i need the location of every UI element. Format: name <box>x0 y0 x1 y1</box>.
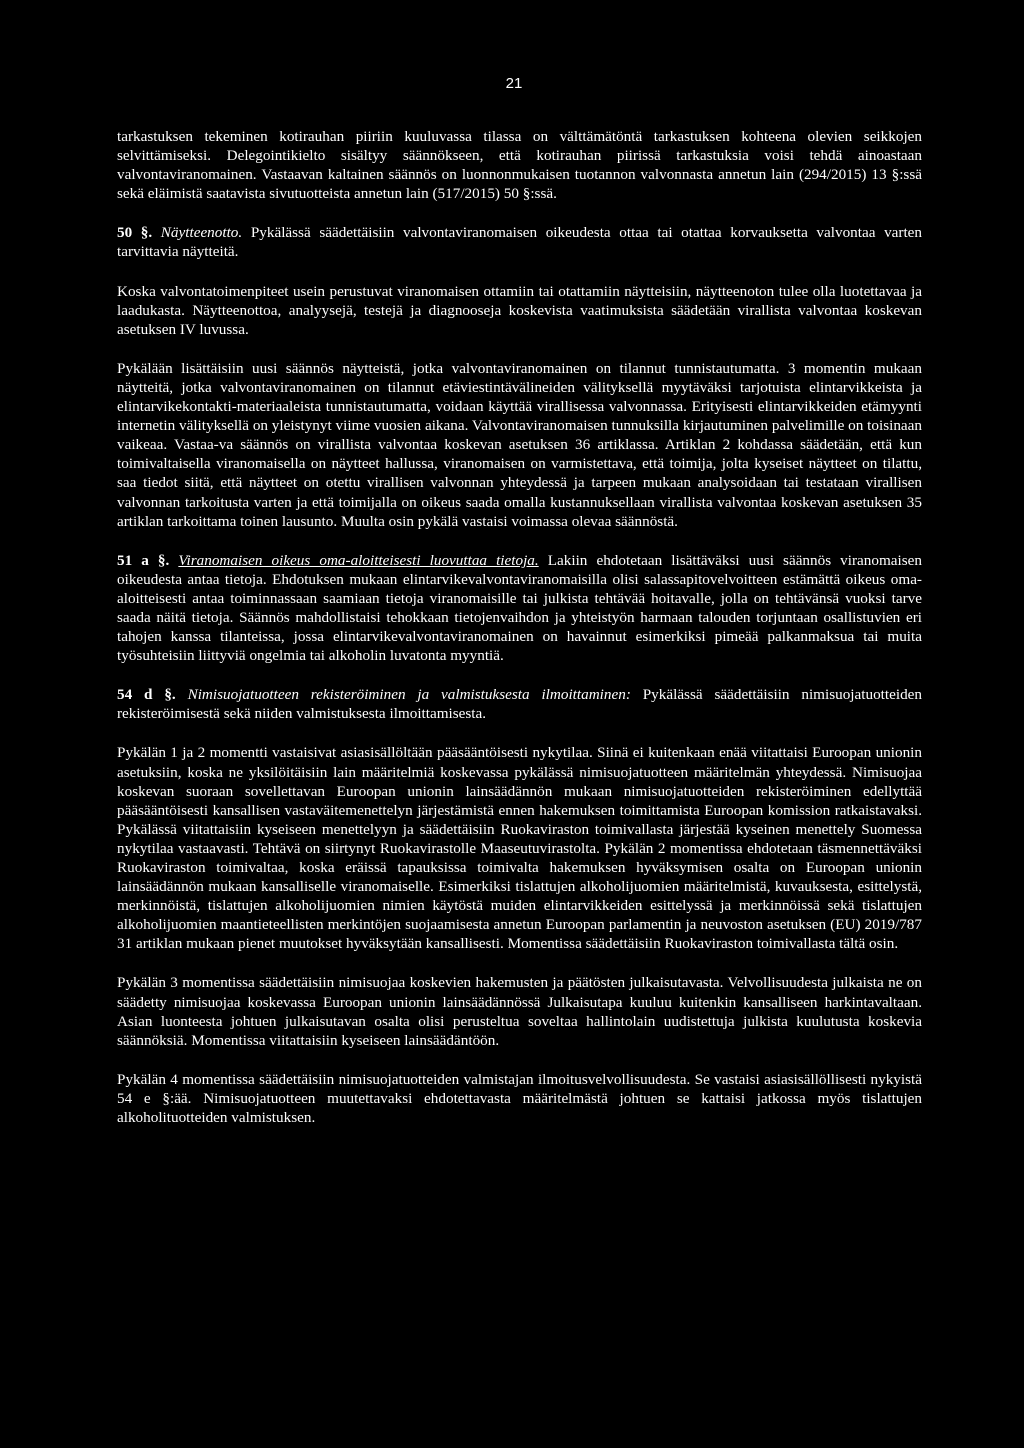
paragraph-text: Lakiin ehdotetaan lisättäväksi uusi säännös viranomaisen oikeudesta antaa tietoja. Ehdotuksen mukaan elintarvikevalvontaviranomaisilla olisi salassapitovelvoitteen estämättä oikeus oma-aloitteisesti antaa toiminnassaan saamiaan tietoja viranomaisille tai julkista tehtävää hoitavalle, jolla on tehtävänsä vuoksi tarve saada näitä tietoja. Säännös mahdollistaisi tehokkaan tietojenvaihdon ja yhteistyön harmaan talouden torjuntaan osallistuvien eri tahojen kanssa tilanteissa, jossa elintarvikevalvontaviranomainen on havainnut esimerkiksi pimeää palkanmaksua tai muita työsuhteisiin liittyviä ongelmia tai alkoholin luvatonta myyntiä. <box>117 551 923 665</box>
paragraph-text: Pykälään lisättäisiin uusi säännös näytteistä, jotka valvontaviranomainen on tilannut tunnistautumatta. 3 momentin mukaan näytteitä, jotka valvontaviranomainen on tilannut etäviestintävälineiden välityksellä myytäväksi tarjotuista elintarvikkeista ja elintarvikekontakti-materiaaleista tunnistautumatta, voidaan käyttää virallisessa valvonnassa. Erityisesti elintarvikkeiden etämyynti internetin välityksellä on yleistynyt viime vuosien aikana. Valvontaviranomaisen tunnuksilla kirjautuminen palvelimille on toisinaan vaikeaa. Vastaa-va säännös on virallista valvontaa koskevan asetuksen 36 artiklassa. Artiklan 2 kohdassa säädetään, että kun toimivaltaisella viranomaisella on näytteet hallussa, viranomaisen on varmistettava, että toimija, jolta kyseiset näytteet on tilattu, saa tiedot siitä, että näytteet on otettu virallisen valvonnan yhteydessä ja tarpeen mukaan analysoidaan tai testataan virallisen valvonnan tarkoitusta varten ja että toimijalla on oikeus saada omalla kustannuksellaan virallista valvontaa koskevan asetuksen 35 artiklan tarkoittama toinen lausunto. Muulta osin pykälä vastaisi voimassa olevaa säännöstä. <box>117 359 922 530</box>
document-body <box>117 127 922 1147</box>
section-50-paragraph <box>117 223 922 261</box>
paragraph <box>117 359 922 531</box>
section-title: Viranomaisen oikeus oma-aloitteisesti luovuttaa tietoja. <box>178 551 539 569</box>
section-title: Nimisuojatuotteen rekisteröiminen ja valmistuksesta ilmoittaminen: <box>187 686 631 704</box>
paragraph <box>117 973 922 1049</box>
section-title: Näytteenotto. <box>160 224 243 242</box>
paragraph-text: Koska valvontatoimenpiteet usein perustuvat viranomaisen ottamiin tai otattamiin näytteisiin, näytteenoton tulee olla luotettavaa ja laadukasta. Näytteenottoa, analyysejä, testejä ja diagnooseja koskevista vaatimuksista säädetään virallista valvontaa koskevan asetuksen IV luvussa. <box>117 282 922 338</box>
page-number: 21 <box>505 75 523 92</box>
section-51a-paragraph <box>117 551 922 666</box>
paragraph-text: Pykälän 4 momentissa säädettäisiin nimisuojatuotteiden valmistajan ilmoitusvelvollisuudesta. Se vastaisi asiasisällöllisesti nykyistä 54 e §:ää. Nimisuojatuotteen muutettavaksi ehdotettavasta määritelmästä johtuen se kattaisi jatkossa myös tislattujen alkoholituotteiden valmistuksen. <box>117 1070 922 1127</box>
section-number: 50 §. <box>117 224 153 242</box>
paragraph <box>117 282 922 339</box>
section-number: 54 d §. <box>117 686 176 704</box>
paragraph-text: Pykälän 3 momentissa säädettäisiin nimisuojaa koskevien hakemusten ja päätösten julkaisutavasta. Velvollisuudesta julkaista ne on säädetty nimisuojaa koskevassa Euroopan unionin lainsäädännössä Julkaisutapa kuuluu kuitenkin kansalliseen harkintavaltaan. Asian luonteesta johtuen julkaisutavan osalta olisi perusteltua soveltaa hallintolain uudistettuja julkista kuulutusta koskevia säännöksiä. Momentissa viitattaisiin kyseiseen lainsäädäntöön. <box>117 974 922 1049</box>
paragraph-text: Pykälässä säädettäisiin nimisuojatuotteiden rekisteröimisestä sekä niiden valmistuksesta ilmoittamisesta. <box>117 686 923 723</box>
paragraph-text: tarkastuksen tekeminen kotirauhan piiriin kuuluvassa tilassa on välttämätöntä tarkastuksen kohteena olevien seikkojen selvittämiseksi. Delegointikielto sisältyy säännökseen, että kotirauhan piirissä tarkastuksia voisi tehdä ainoastaan valvontaviranomainen. Vastaavan kaltainen säännös on luonnonmukaisen tuotannon valvonnasta annetun lain (294/2015) 13 §:ssä sekä eläimistä saatavista sivutuotteista annetun lain (517/2015) 50 §:ssä. <box>117 128 922 203</box>
paragraph-text: Pykälässä säädettäisiin valvontaviranomaisen oikeudesta ottaa tai otattaa korvauksetta valvontaa varten tarvittavia näytteitä. <box>117 224 923 261</box>
section-54d-paragraph <box>117 685 922 723</box>
paragraph <box>117 1070 922 1127</box>
paragraph <box>117 127 922 203</box>
paragraph <box>117 743 922 953</box>
section-number: 51 a §. <box>117 551 170 569</box>
paragraph-text: Pykälän 1 ja 2 momentti vastaisivat asiasisällöltään pääsääntöisesti nykytilaa. Siinä ei kuitenkaan enää viitattaisi Euroopan unionin asetuksiin, koska ne yksilöitäisiin lain määritelmiä koskevassa pykälässä nimisuojatuotteen määritelmän yhteydessä. Nimisuojaa koskevan suoraan sovellettavan Euroopan unionin lainsäädännön mukaan nimisuojatuotteiden rekisteröiminen edellyttää pääsääntöisesti kansallisen vastaväitemenettelyn järjestämistä ennen hakemuksen toimittamista Euroopan komission ratkaistavaksi. Pykälässä viitattaisiin kyseiseen menettelyyn ja säädettäisiin Ruokaviraston toimivallasta järjestää kyseinen menettely Suomessa nykytilaa vastaavasti. Tehtävä on siirtynyt Ruokavirastolle Maaseutuvirastolta. Pykälän 2 momentissa ehdotetaan täsmennettäväksi Ruokaviraston toimivaltaa, koska eräissä tapauksissa toimivalta hakemuksen hyväksymisen osalta on Euroopan unionin lainsäädännön mukaan kansalliselle viranomaiselle. Esimerkiksi tislattujen alkoholijuomien määritelmistä, kuvauksesta, esittelystä, merkinnöistä, tislattujen alkoholijuomien nimien käytöstä muiden elintarvikkeiden esittelyssä ja merkinnöissä sekä tislattujen alkoholijuomien maantieteellisten merkintöjen suojaamisesta annetun Euroopan parlamentin ja neuvoston asetuksen (EU) 2019/787 31 artiklan mukaan pienet muutokset hyväksytään kansallisesti. Momentissa säädettäisiin Ruokaviraston toimivallasta tältä osin. <box>117 744 922 953</box>
